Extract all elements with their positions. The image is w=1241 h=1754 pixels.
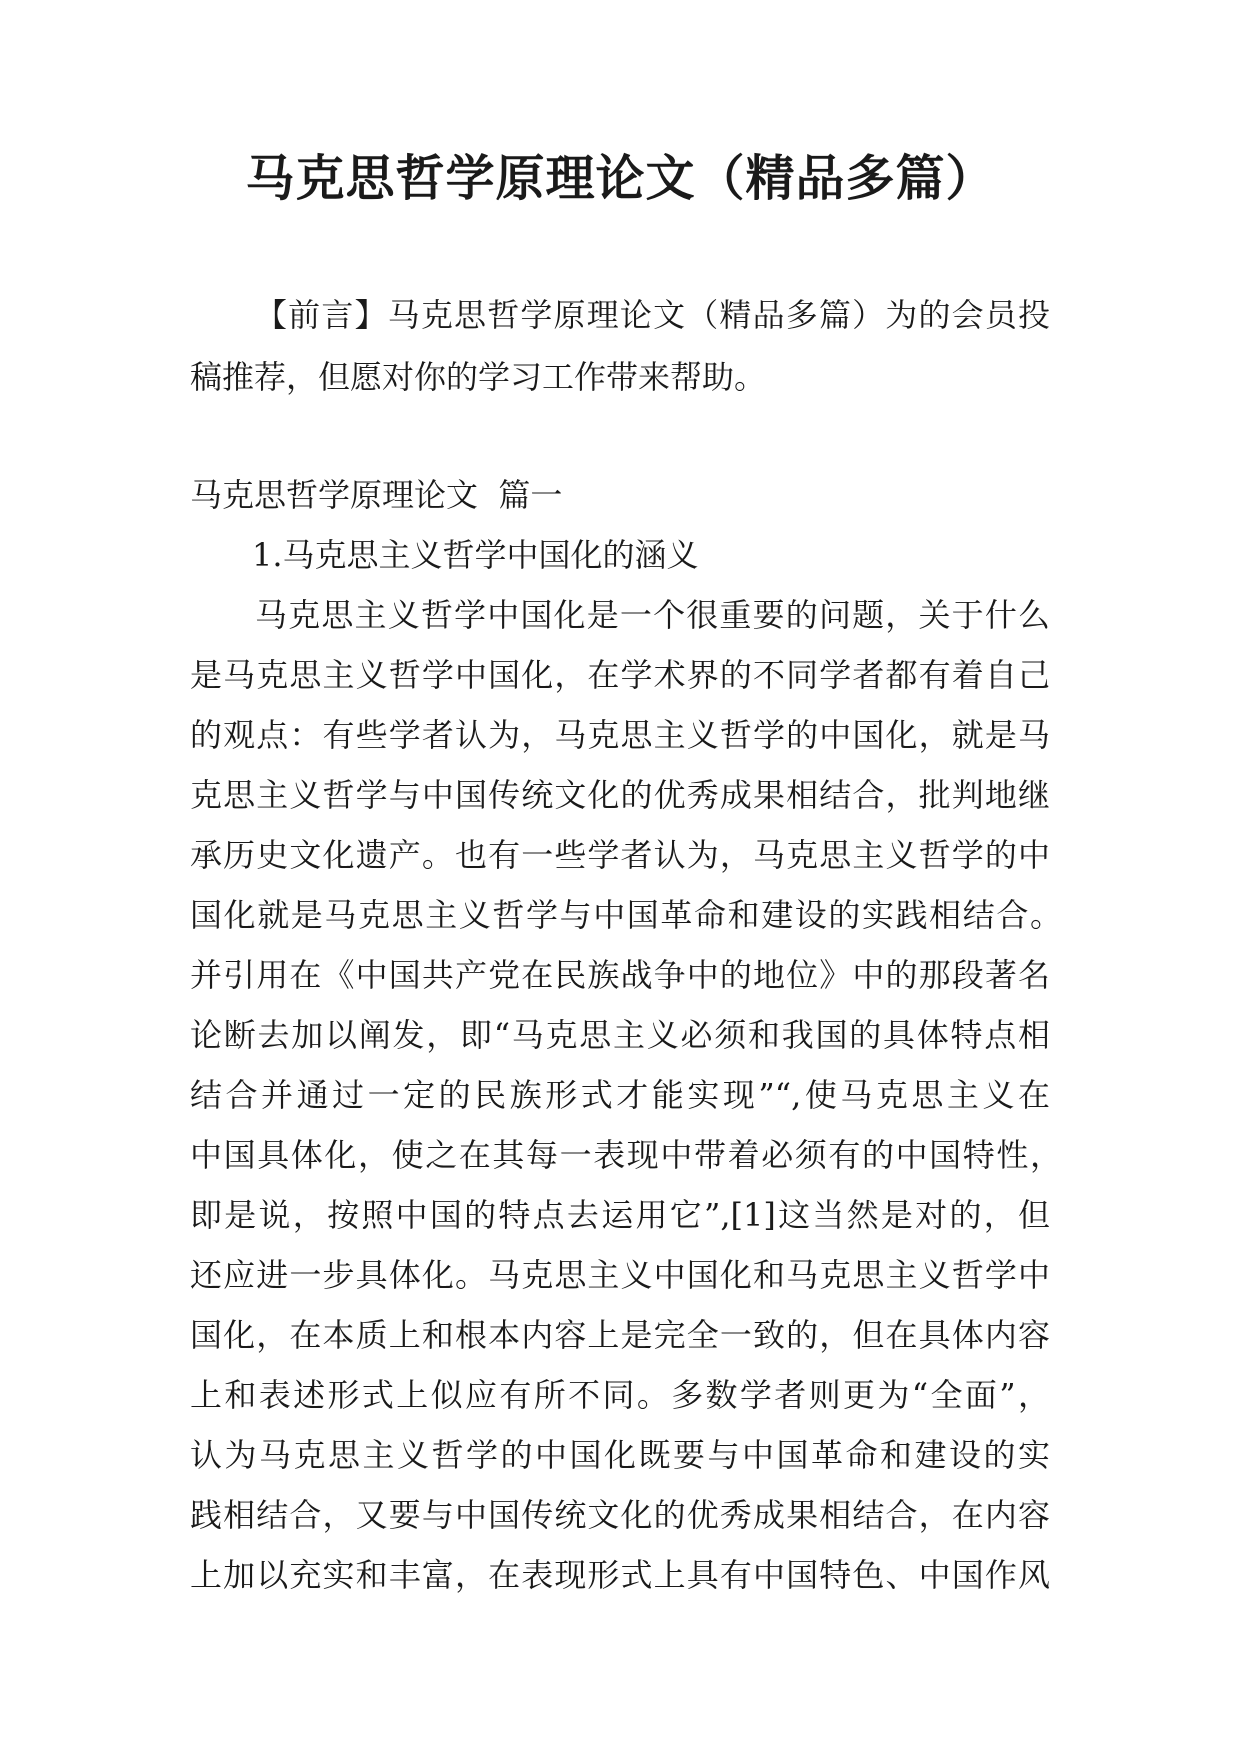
paragraph-line: 是马克思主义哲学中国化，在学术界的不同学者都有着自己	[190, 656, 1050, 694]
paragraph-line: 践相结合，又要与中国传统文化的优秀成果相结合，在内容	[190, 1496, 1050, 1534]
preface-line: 稿推荐，但愿对你的学习工作带来帮助。	[190, 358, 767, 396]
paragraph-line: 国化就是马克思主义哲学与中国革命和建设的实践相结合。	[190, 896, 1062, 934]
paragraph-line: 上加以充实和丰富，在表现形式上具有中国特色、中国作风	[190, 1556, 1050, 1594]
paragraph-line: 结合并通过一定的民族形式才能实现”“,使马克思主义在	[190, 1076, 1050, 1114]
paragraph-line: 的观点：有些学者认为，马克思主义哲学的中国化，就是马	[190, 716, 1050, 754]
section-one	[190, 465, 1070, 1605]
paragraph-line: 国化，在本质上和根本内容上是完全一致的，但在具体内容	[190, 1316, 1050, 1354]
paragraph-line: 马克思主义哲学中国化是一个很重要的问题，关于什么	[255, 596, 1050, 634]
section-heading: 马克思哲学原理论文 篇一	[190, 476, 563, 514]
subheading: 1.马克思主义哲学中国化的涵义	[252, 536, 699, 574]
preface-line: 【前言】马克思哲学原理论文（精品多篇）为的会员投	[255, 296, 1050, 334]
paragraph-line: 中国具体化，使之在其每一表现中带着必须有的中国特性，	[190, 1136, 1062, 1174]
paragraph-line: 即是说，按照中国的特点去运用它”,[1]这当然是对的，但	[190, 1196, 1050, 1234]
document-title: 马克思哲学原理论文（精品多篇）	[245, 149, 996, 207]
paragraph-line: 认为马克思主义哲学的中国化既要与中国革命和建设的实	[190, 1436, 1050, 1474]
preface	[190, 284, 1050, 408]
paragraph-line: 承历史文化遗产。也有一些学者认为，马克思主义哲学的中	[190, 836, 1050, 874]
paragraph-line: 还应进一步具体化。马克思主义中国化和马克思主义哲学中	[190, 1256, 1050, 1294]
paragraph-line: 上和表述形式上似应有所不同。多数学者则更为“全面”，	[190, 1376, 1050, 1414]
paragraph-line: 论断去加以阐发，即“马克思主义必须和我国的具体特点相	[190, 1016, 1050, 1054]
paragraph-line: 并引用在《中国共产党在民族战争中的地位》中的那段著名	[190, 956, 1050, 994]
paragraph-line: 克思主义哲学与中国传统文化的优秀成果相结合，批判地继	[190, 776, 1050, 814]
